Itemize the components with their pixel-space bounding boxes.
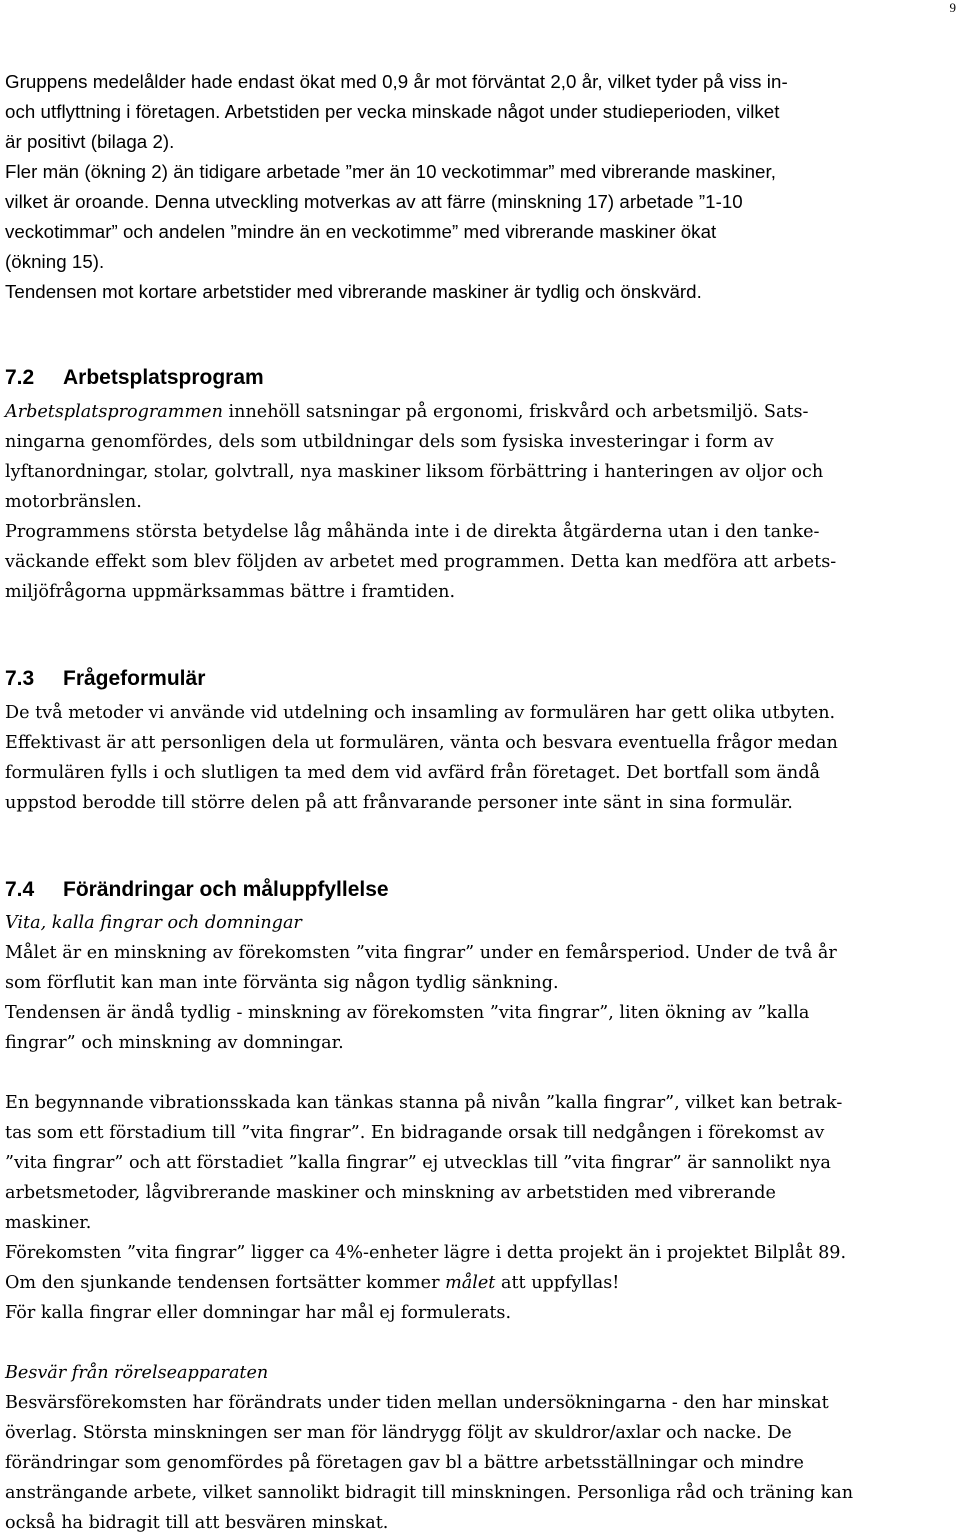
section-7-2-line: ningarna genomfördes, dels som utbildningar dels som fysiska investeringar i form av	[5, 432, 774, 452]
line-text: innehöll satsningar på ergonomi, friskvård och arbetsmiljö. Sats-	[222, 402, 809, 422]
section-7-4-line: tas som ett förstadium till ”vita fingrar”. En bidragande orsak till nedgången i förekomst av	[5, 1123, 825, 1143]
subheading: Besvär från rörelseapparaten	[5, 1363, 269, 1383]
section-7-4-line: också ha bidragit till att besvären minskat.	[5, 1513, 389, 1533]
section-7-4-line: arbetsmetoder, lågvibrerande maskiner och minskning av arbetstiden med vibrerande	[5, 1183, 776, 1203]
section-number: 7.2	[5, 366, 35, 389]
page-number: 9	[949, 0, 956, 15]
section-7-3-line: De två metoder vi använde vid utdelning och insamling av formulären har gett olika utbyten.	[5, 703, 836, 723]
section-7-4-line: Målet är en minskning av förekomsten ”vita fingrar” under en femårsperiod. Under de två år	[5, 943, 837, 963]
intro-line: och utflyttning i företagen. Arbetstiden per vecka minskade något under studieperioden, vilket	[5, 101, 780, 122]
italic-term: målet	[445, 1273, 496, 1293]
section-number: 7.4	[5, 878, 35, 901]
section-title: Förändringar och måluppfyllelse	[63, 878, 389, 901]
section-7-4-line: Tendensen är ändå tydlig - minskning av förekomsten ”vita fingrar”, liten ökning av ”kalla	[5, 1003, 810, 1023]
section-7-4-line: ansträngande arbete, vilket sannolikt bidragit till minskningen. Personliga råd och träning kan	[5, 1483, 854, 1503]
intro-line: Fler män (ökning 2) än tidigare arbetade ”mer än 10 veckotimmar” med vibrerande maskiner,	[5, 161, 776, 182]
section-7-4-line	[5, 1275, 619, 1293]
section-7-2-line: Programmens största betydelse låg måhända inte i de direkta åtgärderna utan i den tanke-	[5, 522, 820, 542]
intro-line: Tendensen mot kortare arbetstider med vibrerande maskiner är tydlig och önskvärd.	[5, 281, 702, 302]
section-7-4-line: Förekomsten ”vita fingrar” ligger ca 4%-enheter lägre i detta projekt än i projektet Bilplåt 89.	[5, 1243, 847, 1263]
subheading: Vita, kalla fingrar och domningar	[5, 913, 302, 933]
section-title: Frågeformulär	[63, 667, 206, 690]
section-7-2-line: väckande effekt som blev följden av arbetet med programmen. Detta kan medföra att arbets-	[5, 552, 837, 572]
section-7-3-line: uppstod berodde till större delen på att frånvarande personer inte sänt in sina formulär.	[5, 793, 793, 813]
section-heading-7-3	[5, 668, 205, 689]
section-7-4-line: En begynnande vibrationsskada kan tänkas stanna på nivån ”kalla fingrar”, vilket kan betrak-	[5, 1093, 843, 1113]
section-7-4-line: Besvärsförekomsten har förändrats under tiden mellan undersökningarna - den har minskat	[5, 1393, 829, 1413]
section-7-2-line: lyftanordningar, stolar, golvtrall, nya maskiner liksom förbättring i hanteringen av oljor och	[5, 462, 824, 482]
section-7-2-line: miljöfrågorna uppmärksammas bättre i framtiden.	[5, 582, 456, 602]
section-title: Arbetsplatsprogram	[63, 366, 264, 389]
section-heading-7-4	[5, 879, 389, 900]
italic-term: Arbetsplatsprogrammen	[5, 402, 223, 422]
intro-line: är positivt (bilaga 2).	[5, 131, 175, 152]
intro-line: (ökning 15).	[5, 251, 105, 272]
line-text: att uppfyllas!	[495, 1273, 620, 1293]
section-7-3-line: Effektivast är att personligen dela ut formulären, vänta och besvara eventuella frågor medan	[5, 733, 838, 753]
section-7-3-line: formulären fylls i och slutligen ta med dem vid avfärd från företaget. Det bortfall som ändå	[5, 763, 820, 783]
section-7-4-line: överlag. Största minskningen ser man för ländrygg följt av skuldror/axlar och nacke. De	[5, 1423, 792, 1443]
section-7-4-line: ”vita fingrar” och att förstadiet ”kalla fingrar” ej utvecklas till ”vita fingrar” är sannolikt nya	[5, 1153, 831, 1173]
section-7-4-line: maskiner.	[5, 1213, 92, 1233]
section-7-2-line	[5, 404, 809, 422]
section-7-4-line: förändringar som genomfördes på företagen gav bl a bättre arbetsställningar och mindre	[5, 1453, 804, 1473]
intro-line: Gruppens medelålder hade endast ökat med 0,9 år mot förväntat 2,0 år, vilket tyder på viss in-	[5, 71, 788, 92]
section-number: 7.3	[5, 667, 35, 690]
line-text: Om den sjunkande tendensen fortsätter kommer	[5, 1273, 446, 1293]
section-7-4-line: som förflutit kan man inte förvänta sig någon tydlig sänkning.	[5, 973, 559, 993]
section-7-4-line: fingrar” och minskning av domningar.	[5, 1033, 344, 1053]
intro-line: veckotimmar” och andelen ”mindre än en veckotimme” med vibrerande maskiner ökat	[5, 221, 717, 242]
section-heading-7-2	[5, 367, 264, 388]
section-7-4-line: För kalla fingrar eller domningar har mål ej formulerats.	[5, 1303, 512, 1323]
section-7-2-line: motorbränslen.	[5, 492, 142, 512]
intro-line: vilket är oroande. Denna utveckling motverkas av att färre (minskning 17) arbetade ”1-10	[5, 191, 743, 212]
